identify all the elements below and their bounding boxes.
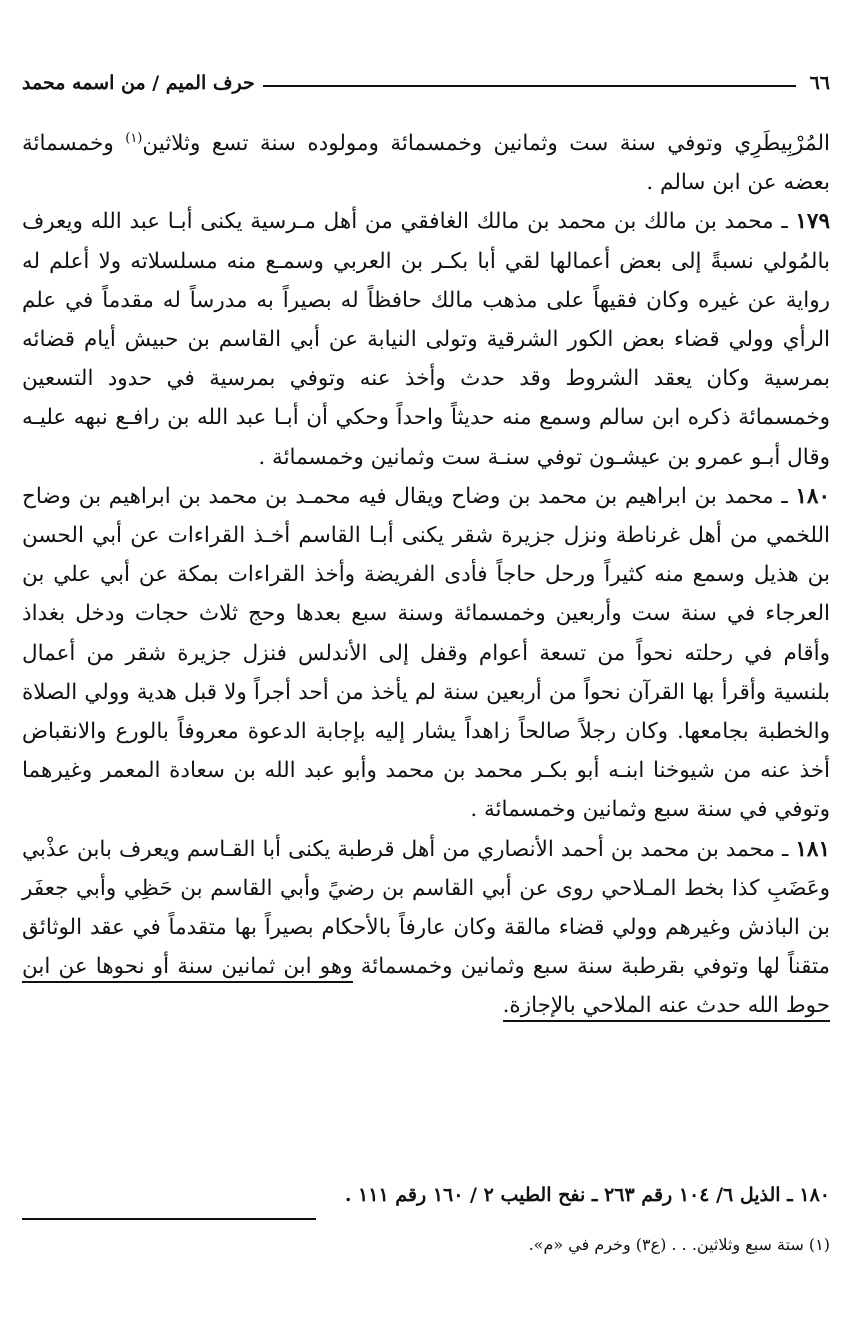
entry-last-line: وهو ابن ثمانين سنة أو نحوها عن ابن حوط الله حدث عنه الملاحي بالإجازة. (22, 954, 830, 1022)
entry-number: ١٨١ (795, 836, 830, 862)
continuation-text-b: وخمسمائة بعضه عن ابن سالم . (22, 131, 830, 196)
entry-179 (22, 202, 830, 476)
running-head (22, 60, 830, 94)
entry-180 (22, 477, 830, 830)
entry-text: ـ محمد بن محمد بن أحمد الأنصاري من أهل قرطبة يكنى أبا القـاسم ويعرف بابن عذْبي وعَضَبِ كذا بخط المـلاحي روى عن أبي القاسم بن رضيً وأبي القاسم بن حَظِي وأبي جعفَر بن الباذش وغيرهم وولي قضاء مالقة وكان عارفاً بالأحكام بصيراً بها متقدماً في عقد الوثائق متقناً لها وتوفي بقرطبة سنة سبع وثمانين وخمسمائة (22, 836, 830, 980)
entry-number: ١٨٠ (795, 483, 830, 509)
footnote-rule (22, 1218, 316, 1220)
entry-text: ـ محمد بن مالك بن محمد بن مالك الغافقي من أهل مـرسية يكنى أبـا عبد الله ويعرف بالمُولي نسبةً إلى بعض أعمالها لقي أبا بكـر بن العربي وسمـع منه مسلسلاته ولا أعلم له رواية عن غيره وكان فقيهاً على مذهب مالك حافظاً له بصيراً به مدرساً له مقدماً في علم الرأي وولي قضاء بعض الكور الشرقية وتولى النيابة عن أبي القاسم بن حبيش أيام قضائه بمرسية وكان يعقد الشروط وقد حدث وأخذ عنه وتوفي بمرسية في حدود التسعين وخمسمائة ذكره ابن سالم وسمع منه حديثاً واحداً وحكي أن أبـا عبد الله بن رافـع نبهه عليـه وقال أبـو عمرو بن عيشـون توفي سنـة ست وثمانين وخمسمائة . (22, 209, 830, 470)
page-number: ٦٦ (809, 72, 830, 94)
main-text (22, 124, 830, 1026)
source-references: ١٨٠ ـ الذيل ٦/ ١٠٤ رقم ٢٦٣ ـ نفح الطيب ٢ / ١٦٠ رقم ١١١ . (344, 1184, 830, 1206)
continuation-text-a: المُرْبِيطَرِي وتوفي سنة ست وثمانين وخمسمائة ومولوده سنة تسع وثلاثين (142, 131, 830, 156)
footnote-marker: (١) (125, 130, 143, 146)
entry-181 (22, 830, 830, 1026)
entry-number: ١٧٩ (795, 209, 830, 235)
header-rule (263, 85, 796, 87)
footnote: (١) ستة سبع وثلاثين. . . (ع٣) وخرم في «م». (528, 1235, 830, 1254)
continuation-paragraph (22, 124, 830, 202)
entry-text: ـ محمد بن ابراهيم بن محمد بن وضاح ويقال فيه محمـد بن محمد بن ابراهيم بن وضاح اللخمي من أهل غرناطة ونزل جزيرة شقر يكنى أبـا القاسم أخـذ القراءات عن أبي الحسن بن هذيل وسمع منه كثيراً ورحل حاجاً فأدى الفريضة وأخذ القراءات بمكة عن أبي علي بن العرجاء في سنة ست وأربعين وخمسمائة وسنة سبع بعدها وحج ثلاث حجات ودخل بغداذ وأقام في رحلته نحواً من تسعة أعوام وقفل إلى الأندلس فنزل جزيرة شقر من أعمال بلنسية وأقرأ بها القرآن نحواً من أربعين سنة لم يأخذ من أحد أجراً ولا قبل هدية وولي الصلاة والخطبة بجامعها. وكان رجلاً صالحاً زاهداً يشار إليه بإجابة الدعوة معروفاً بالورع والانقباض أخذ عنه من شيوخنا ابنـه أبو بكـر محمد بن محمد وأبو عبد الله بن سعادة المعمر وغيرهما وتوفي في سنة سبع وثمانين وخمسمائة . (22, 483, 830, 823)
book-page (22, 52, 830, 1322)
running-title: حرف الميم / من اسمه محمد (22, 72, 255, 94)
